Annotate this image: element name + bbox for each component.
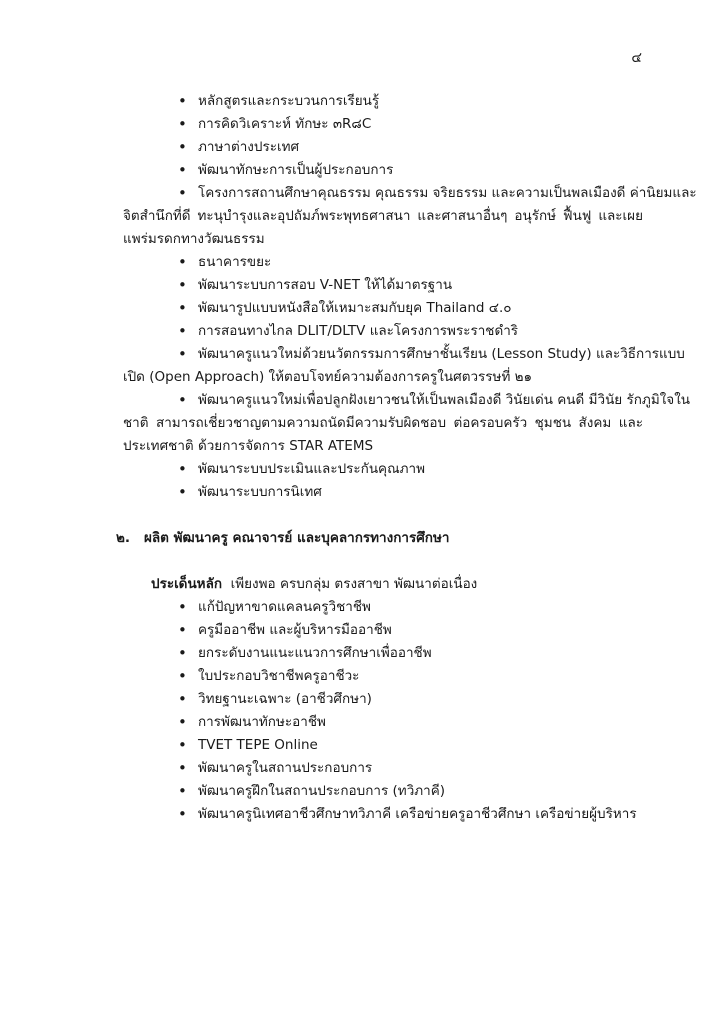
paragraph-first-line: พัฒนาครูแนวใหม่ด้วยนวัตกรรมการศึกษาชั้นเรียน (Lesson Study) และวิธีการแบบ [198, 346, 685, 362]
list-item [123, 113, 643, 136]
page-number: ๔ [631, 50, 642, 66]
bullet-icon: • [178, 161, 187, 179]
list-item-text: ใบประกอบวิชาชีพครูอาชีวะ [198, 668, 360, 684]
list-item-text: ธนาคารขยะ [198, 254, 272, 270]
list-item-text: พัฒนารูปแบบหนังสือให้เหมาะสมกับยุค Thailand ๔.๐ [198, 300, 512, 316]
bullet-icon: • [178, 184, 187, 202]
bullet-icon: • [178, 805, 187, 823]
bullet-icon: • [178, 621, 187, 639]
bullet-icon: • [178, 115, 187, 133]
bullet-icon: • [178, 713, 187, 731]
list-item-text: พัฒนาระบบประเมินและประกันคุณภาพ [198, 461, 425, 477]
list-item-text: หลักสูตรและกระบวนการเรียนรู้ [198, 93, 380, 109]
paragraph-continuation: เปิด (Open Approach) ให้ตอบโจทย์ความต้องการครูในศตวรรษที่ ๒๑ [123, 369, 533, 385]
bullet-list-teacher-development [123, 596, 643, 826]
paragraph-good-citizen [0, 389, 691, 458]
list-item-text: ครูมืออาชีพ และผู้บริหารมืออาชีพ [198, 622, 392, 638]
list-item-text: วิทยฐานะเฉพาะ (อาชีวศึกษา) [198, 691, 372, 707]
bullet-icon: • [178, 736, 187, 754]
list-item [123, 251, 643, 274]
list-item [123, 596, 643, 619]
bullet-list-projects [123, 251, 643, 343]
list-item-text: การคิดวิเคราะห์ ทักษะ ๓R๘C [198, 116, 372, 132]
bullet-icon: • [178, 391, 187, 409]
paragraph-first-line: พัฒนาครูแนวใหม่เพื่อปลูกฝังเยาวชนให้เป็นพลเมืองดี วินัยเด่น คนดี มีวินัย รักภูมิใจใน [198, 392, 691, 408]
list-item [123, 688, 643, 711]
bullet-icon: • [178, 299, 187, 317]
main-issue-label: ประเด็นหลัก [151, 576, 223, 592]
section-title: ผลิต พัฒนาครู คณาจารย์ และบุคลากรทางการศึกษา [144, 530, 450, 546]
list-item [123, 320, 643, 343]
list-item-text: พัฒนาครูนิเทศอาชีวศึกษาทวิภาคี เครือข่ายครูอาชีวศึกษา เครือข่ายผู้บริหาร [198, 806, 637, 822]
list-item [123, 90, 643, 113]
bullet-icon: • [178, 644, 187, 662]
bullet-icon: • [178, 138, 187, 156]
list-item-text: พัฒนาระบบการสอบ V-NET ให้ได้มาตรฐาน [198, 277, 453, 293]
paragraph-moral-school [0, 182, 697, 251]
paragraph-continuation: ชาติ สามารถเชี่ยวชาญตามความถนัดมีความรับผิดชอบ ต่อครอบครัว ชุมชน สังคม และประเทศชาติ ด้วยการจัดการ STAR ATEMS [123, 415, 643, 454]
list-item [123, 458, 643, 481]
bullet-icon: • [178, 92, 187, 110]
bullet-icon: • [178, 322, 187, 340]
list-item-text: ภาษาต่างประเทศ [198, 139, 300, 155]
list-item [123, 274, 643, 297]
paragraph-lesson-study [0, 343, 685, 389]
list-item-text: TVET TEPE Online [198, 737, 318, 753]
bullet-icon: • [178, 667, 187, 685]
list-item [123, 665, 643, 688]
list-item [123, 711, 643, 734]
list-item-text: พัฒนาทักษะการเป็นผู้ประกอบการ [198, 162, 394, 178]
bullet-icon: • [178, 690, 187, 708]
list-item [123, 619, 643, 642]
section-heading [116, 527, 643, 550]
bullet-icon: • [178, 345, 187, 363]
bullet-list-quality [123, 458, 643, 504]
list-item [123, 757, 643, 780]
list-item-text: การสอนทางไกล DLIT/DLTV และโครงการพระราชดำริ [198, 323, 519, 339]
list-item [123, 642, 643, 665]
list-item-text: พัฒนาครูฝึกในสถานประกอบการ (ทวิภาคี) [198, 783, 446, 799]
list-item [123, 159, 643, 182]
bullet-icon: • [178, 276, 187, 294]
list-item-text: แก้ปัญหาขาดแคลนครูวิชาชีพ [198, 599, 371, 615]
main-issue [123, 573, 643, 596]
bullet-icon: • [178, 253, 187, 271]
list-item [123, 136, 643, 159]
bullet-list-curriculum [123, 90, 643, 182]
list-item [123, 734, 643, 757]
bullet-icon: • [178, 598, 187, 616]
bullet-icon: • [178, 460, 187, 478]
bullet-icon: • [178, 759, 187, 777]
document-body [116, 90, 697, 826]
list-item-text: การพัฒนาทักษะอาชีพ [198, 714, 326, 730]
list-item-text: พัฒนาครูในสถานประกอบการ [198, 760, 373, 776]
list-item-text: พัฒนาระบบการนิเทศ [198, 484, 322, 500]
list-item [123, 481, 643, 504]
bullet-icon: • [178, 483, 187, 501]
main-issue-text: เพียงพอ ครบกลุ่ม ตรงสาขา พัฒนาต่อเนื่อง [230, 576, 478, 592]
paragraph-first-line: โครงการสถานศึกษาคุณธรรม คุณธรรม จริยธรรม และความเป็นพลเมืองดี ค่านิยมและ [198, 185, 697, 201]
section-number: ๒. [116, 530, 131, 546]
list-item [123, 297, 643, 320]
list-item [123, 803, 643, 826]
paragraph-continuation: จิตสำนึกที่ดี ทะนุบำรุงและอุปถัมภ์พระพุทธศาสนา และศาสนาอื่นๆ อนุรักษ์ ฟื้นฟู และเผยแพร่มรดกทางวัฒนธรรม [123, 208, 643, 247]
list-item-text: ยกระดับงานแนะแนวการศึกษาเพื่ออาชีพ [198, 645, 432, 661]
list-item [123, 780, 643, 803]
bullet-icon: • [178, 782, 187, 800]
